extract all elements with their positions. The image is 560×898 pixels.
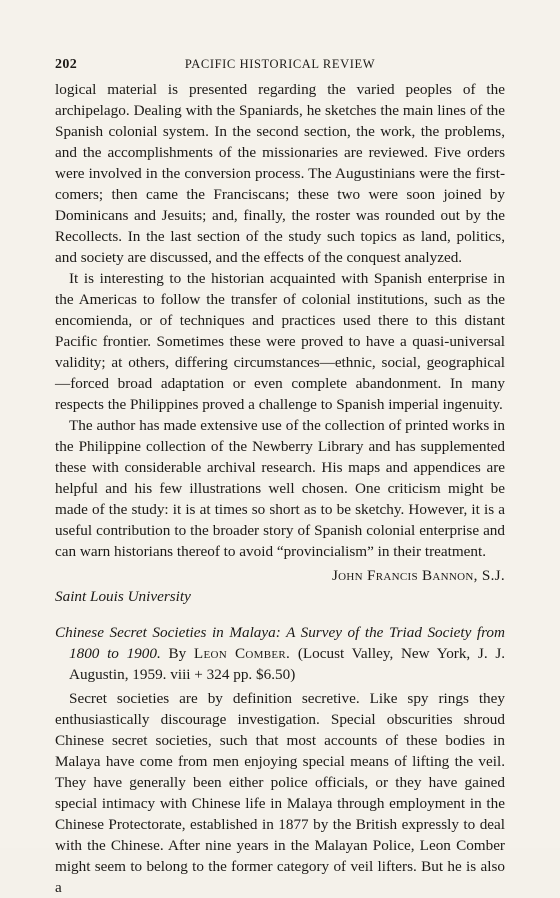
review-paragraph: It is interesting to the historian acquainted with Spanish enterprise in the Americas to follow the transfer of colonial institutions, such as the encomienda, or of techniques and practices used there to this distant Pacific frontier. Sometimes these were proved to have a quasi-universal validity; at others, differing circumstances—ethnic, social, geographical—forced broad adaptation or even complete abandonment. In many respects the Philippines proved a challenge to Spanish imperial ingenuity. xyxy=(55,270,505,413)
page-number: 202 xyxy=(55,57,78,72)
book-citation xyxy=(55,622,505,685)
publication-info: (Locust Valley, New York, J. J. Augustin, 1959. viii + 324 pp. $6.50) xyxy=(69,645,506,683)
book-author: Leon Comber. xyxy=(193,645,291,662)
book-title: Chinese Secret Societies in Malaya: A Survey of the Triad Society from 1800 to 1900. xyxy=(55,624,505,662)
review-paragraph: Secret societies are by definition secretive. Like spy rings they enthusiastically discourage investigation. Special obscurities shroud Chinese secret societies, such that most accounts of these bodies in Malaya have come from men enjoying special means of lifting the veil. They have generally been either police officials, or they have gained special intimacy with Chinese life in Malaya through employment in the Chinese Protectorate, established in 1877 by the British expressly to deal with the Chinese. After nine years in the Malayan Police, Leon Comber might seem to belong to the former category of veil lifters. But he is also a xyxy=(55,690,505,896)
citation-by: By xyxy=(168,645,187,662)
review-paragraph: logical material is presented regarding the varied peoples of the archipelago. Dealing with the Spaniards, he sketches the main lines of the Spanish colonial system. In the second section, the work, the problems, and the accomplishments of the missionaries are reviewed. Five orders were involved in the conversion process. The Augustinians were the first-comers; then came the Franciscans; these two were soon joined by Dominicans and Jesuits; and, finally, the roster was rounded out by the Recollects. In the last section of the study such topics as land, politics, and society are discussed, and the effects of the conquest analyzed. xyxy=(55,81,505,266)
page-body xyxy=(55,79,505,898)
reviewer-affiliation: Saint Louis University xyxy=(55,588,191,605)
running-head xyxy=(55,57,505,75)
review-paragraph: The author has made extensive use of the collection of printed works in the Philippine collection of the Newberry Library and has supplemented these with considerable archival research. His maps and appendices are helpful and his few illustrations well chosen. One criticism might be made of the study: it is at times so short as to be sketchy. However, it is a useful contribution to the broader story of Spanish colonial enterprise and can warn historians thereof to avoid “provincialism” in their treatment. xyxy=(55,417,505,560)
reviewer-signature: John Francis Bannon, S.J. xyxy=(331,567,505,584)
journal-title: PACIFIC HISTORICAL REVIEW xyxy=(184,57,376,71)
